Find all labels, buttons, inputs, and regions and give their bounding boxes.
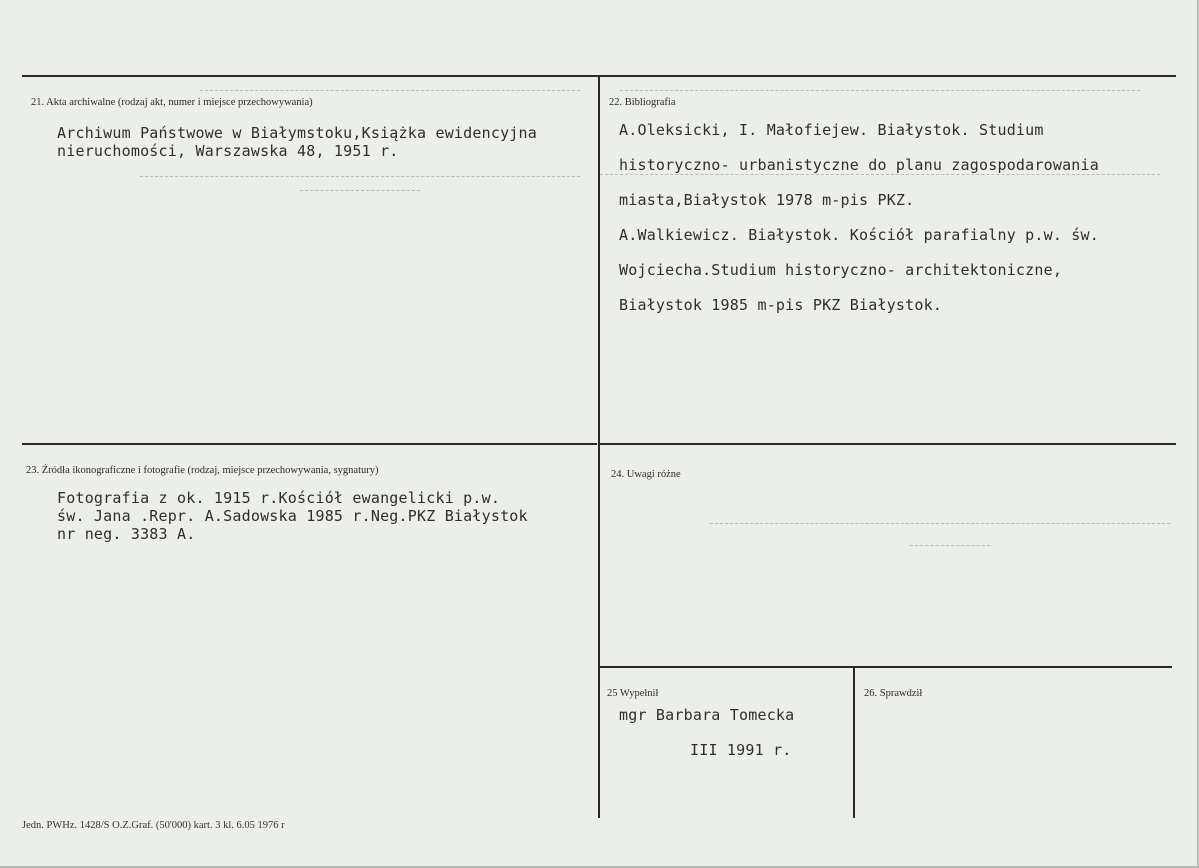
filled-by-date: III 1991 r. [690,741,792,759]
filled-by-label: 25 Wypełnił [607,688,659,699]
signature-rule [600,666,1172,668]
bibliography-line-1: A.Oleksicki, I. Małofiejew. Białystok. Studium [619,121,1044,139]
iconography-line-1: Fotografia z ok. 1915 r.Kościół ewangelicki p.w. [57,489,501,507]
checked-by-label: 26. Sprawdził [864,688,923,699]
iconography-line-2: św. Jana .Repr. A.Sadowska 1985 r.Neg.PKZ Białystok [57,507,528,525]
bleed-through-line [200,90,580,92]
bibliography-line-4: A.Walkiewicz. Białystok. Kościół parafialny p.w. św. [619,226,1099,244]
middle-rule-left [22,443,597,445]
bleed-through-line [620,90,1140,92]
bleed-through-line [140,176,580,178]
bleed-through-line [910,545,990,547]
center-divider [598,76,600,818]
bleed-through-line [600,174,1160,176]
bleed-through-line [300,190,420,192]
bibliography-line-5: Wojciecha.Studium historyczno- architektoniczne, [619,261,1063,279]
bibliography-label: 22. Bibliografia [609,97,676,108]
remarks-label: 24. Uwagi różne [611,469,681,480]
iconography-line-3: nr neg. 3383 A. [57,525,196,543]
bibliography-line-2: historyczno- urbanistyczne do planu zagospodarowania [619,156,1099,174]
middle-rule-right [600,443,1176,445]
signature-divider [853,667,855,818]
filled-by-name: mgr Barbara Tomecka [619,706,795,724]
archival-records-label: 21. Akta archiwalne (rodzaj akt, numer i miejsce przechowywania) [31,97,313,108]
archival-records-line-1: Archiwum Państwowe w Białymstoku,Książka ewidencyjna [57,124,537,142]
bibliography-line-6: Białystok 1985 m-pis PKZ Białystok. [619,296,943,314]
iconography-label: 23. Źródła ikonograficzne i fotografie (rodzaj, miejsce przechowywania, sygnatury) [26,465,379,476]
archival-records-line-2: nieruchomości, Warszawska 48, 1951 r. [57,142,399,160]
bibliography-line-3: miasta,Białystok 1978 m-pis PKZ. [619,191,915,209]
print-imprint: Jedn. PWHz. 1428/S O.Z.Graf. (50'000) kart. 3 kl. 6.05 1976 r [22,820,285,831]
bleed-through-line [710,523,1170,525]
